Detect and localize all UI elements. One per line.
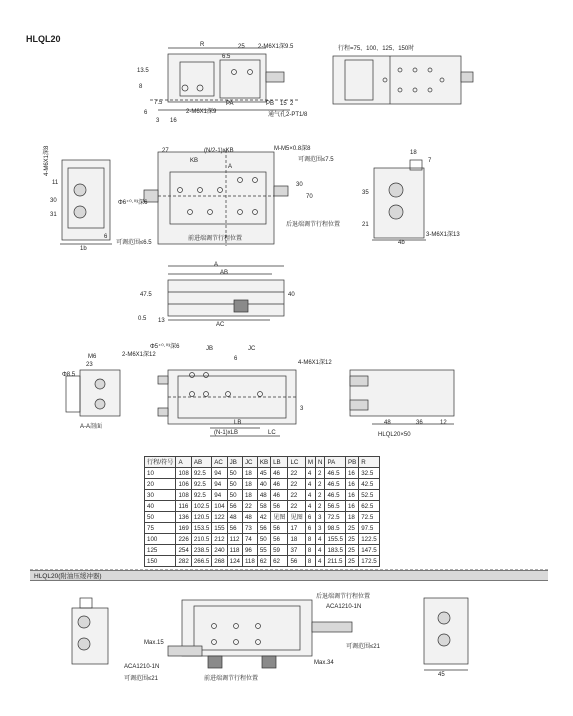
dim-pb: PB	[266, 101, 275, 107]
table-cell: 8	[305, 534, 315, 545]
table-cell: 4	[316, 545, 325, 556]
table-cell: 16	[345, 501, 358, 512]
table-cell: 22	[288, 501, 305, 512]
table-cell: 42	[257, 512, 270, 523]
table-cell: 46.5	[325, 468, 345, 479]
front-adjust-bumper: 前进端调节行程位置	[204, 676, 259, 682]
dim-4b: 4b	[398, 240, 405, 246]
table-cell: 72.5	[325, 512, 345, 523]
side-view-body	[168, 280, 284, 316]
dim-7-5: 7.5	[154, 100, 163, 106]
table-cell: 46	[271, 479, 288, 490]
table-cell: 48	[242, 512, 257, 523]
dim-8: 8	[139, 84, 143, 90]
table-cell: 18	[242, 490, 257, 501]
table-cell: 120.5	[191, 512, 211, 523]
thread-4m6: 4-M6X1深12	[298, 360, 332, 366]
thread-top: 2-M6X1深9.5	[258, 44, 294, 50]
dim-3-bottom: 3	[300, 406, 304, 412]
table-cell: 268	[212, 556, 227, 567]
table-cell: 45	[257, 468, 270, 479]
table-cell: 55	[257, 545, 270, 556]
dim-ac: AC	[216, 322, 225, 328]
table-cell: 104	[212, 501, 227, 512]
table-cell: 见图	[288, 512, 305, 523]
table-cell: 50	[257, 534, 270, 545]
table-cell: 94	[212, 468, 227, 479]
max-34: Max.34	[314, 660, 334, 666]
table-cell: 118	[242, 556, 257, 567]
model-label: HLQL20×50	[378, 432, 411, 438]
table-cell: 18	[242, 468, 257, 479]
table-cell: 254	[176, 545, 191, 556]
dim-nlb: (N-1)xLB	[214, 430, 239, 436]
table-cell: 18	[288, 534, 305, 545]
dim-40: 40	[288, 292, 295, 298]
adj-range-7-5: 可调范围≤7.5	[298, 157, 334, 163]
table-cell: 22	[288, 490, 305, 501]
dim-70: 70	[306, 194, 313, 200]
table-cell: 25	[345, 534, 358, 545]
thread-m5: M-M5×0.8深8	[274, 146, 311, 152]
table-cell: 150	[145, 556, 176, 567]
table-cell: 2	[316, 490, 325, 501]
table-cell: 46	[271, 490, 288, 501]
table-cell: 155	[212, 523, 227, 534]
dim-lb: LB	[234, 420, 242, 426]
table-row	[145, 468, 380, 479]
table-cell: 124	[227, 556, 242, 567]
table-cell: 56	[227, 523, 242, 534]
table-cell: 169	[176, 523, 191, 534]
table-row	[145, 556, 380, 567]
col-header: 行程/符号	[145, 457, 176, 468]
rear-adjust-note: 后退端调节行程位置	[286, 222, 341, 228]
table-cell: 22	[288, 468, 305, 479]
table-cell: 2	[316, 468, 325, 479]
table-cell: 75	[145, 523, 176, 534]
table-cell: 48	[227, 512, 242, 523]
adj-range-6-5: 可调范围≤6.5	[116, 240, 152, 246]
pin-phi5: Φ5⁺⁰·⁰³深6	[150, 344, 180, 350]
dim-8-5: Φ8.5	[62, 372, 76, 378]
col-header: JC	[242, 457, 257, 468]
table-row	[145, 501, 380, 512]
table-cell: 3	[316, 523, 325, 534]
bumper-end-view	[72, 608, 108, 664]
dim-jb: JB	[206, 346, 214, 352]
table-cell: 18	[345, 512, 358, 523]
table-cell: 56	[288, 556, 305, 567]
dim-16: 16	[170, 118, 177, 124]
dim-35: 35	[362, 190, 369, 196]
aca-top: ACA1210-1N	[326, 604, 362, 610]
bumper-right-view	[424, 598, 468, 664]
table-cell: 94	[212, 479, 227, 490]
page-title: HLQL20	[26, 34, 61, 44]
table-cell: 62	[257, 556, 270, 567]
col-header: M	[305, 457, 315, 468]
table-cell: 40	[145, 501, 176, 512]
col-header: PA	[325, 457, 345, 468]
table-cell: 72.5	[359, 512, 379, 523]
table-cell: 4	[316, 534, 325, 545]
table-cell: 40	[257, 479, 270, 490]
table-cell: 56	[271, 501, 288, 512]
col-header: N	[316, 457, 325, 468]
table-cell: 16	[345, 479, 358, 490]
table-cell: 52.5	[359, 490, 379, 501]
dim-11: 11	[52, 180, 59, 186]
table-cell: 8	[305, 556, 315, 567]
table-cell: 118	[227, 545, 242, 556]
table-cell: 74	[242, 534, 257, 545]
table-cell: 46.5	[325, 479, 345, 490]
dim-kb: KB	[190, 158, 199, 164]
rear-adjust-bumper: 后退端调节行程位置	[316, 594, 371, 600]
table-cell: 153.5	[191, 523, 211, 534]
dim-27: 27	[162, 148, 169, 154]
table-cell: 48	[257, 490, 270, 501]
table-cell: 106	[176, 479, 191, 490]
table-cell: 4	[316, 556, 325, 567]
section-aa: A-A剖面	[80, 424, 103, 430]
table-cell: 147.5	[359, 545, 379, 556]
section-bar	[30, 570, 548, 581]
table-cell: 102.5	[191, 501, 211, 512]
col-header: LB	[271, 457, 288, 468]
table-cell: 50	[227, 479, 242, 490]
table-cell: 25	[345, 523, 358, 534]
dim-30-plan: 30	[296, 182, 303, 188]
table-cell: 37	[288, 545, 305, 556]
table-cell: 96	[242, 545, 257, 556]
left-thread: 4-M6X1深8	[44, 145, 50, 176]
dim-6-bottom: 6	[234, 356, 238, 362]
table-cell: 22	[288, 479, 305, 490]
right-end-view	[374, 168, 424, 238]
table-cell: 97.5	[359, 523, 379, 534]
table-cell: 见图	[271, 512, 288, 523]
table-cell: 98.5	[325, 523, 345, 534]
pin-hole: Φ6⁺⁰·⁰³深6	[118, 200, 148, 206]
table-cell: 266.5	[191, 556, 211, 567]
table-cell: 73	[242, 523, 257, 534]
table-cell: 108	[176, 490, 191, 501]
table-cell: 18	[242, 479, 257, 490]
dim-15: 15	[280, 101, 287, 107]
table-cell: 94	[212, 490, 227, 501]
table-cell: 42.5	[359, 479, 379, 490]
aca-bottom: ACA1210-1N	[124, 664, 160, 670]
table-cell: 92.5	[191, 479, 211, 490]
table-cell: 122	[212, 512, 227, 523]
table-cell: 92.5	[191, 468, 211, 479]
table-cell: 92.5	[191, 490, 211, 501]
table-cell: 20	[145, 479, 176, 490]
bottom-view-body	[168, 370, 296, 424]
dim-13: 13	[158, 318, 165, 324]
table-cell: 62.5	[359, 501, 379, 512]
top-view-body	[168, 54, 266, 102]
table-cell: 6	[305, 512, 315, 523]
table-cell: 238.5	[191, 545, 211, 556]
dim-45: 45	[438, 672, 445, 678]
table-cell: 172.5	[359, 556, 379, 567]
dim-3: 3	[156, 118, 160, 124]
table-body	[145, 468, 380, 567]
table-cell: 183.5	[325, 545, 345, 556]
table-cell: 212	[212, 534, 227, 545]
dim-25: 25	[238, 44, 245, 50]
table-cell: 56	[257, 523, 270, 534]
dim-nkb: (N/2-1)xKB	[204, 148, 234, 154]
table-cell: 16	[345, 468, 358, 479]
col-header: JB	[227, 457, 242, 468]
spec-table	[144, 456, 380, 567]
dim-ab: AB	[220, 270, 229, 276]
col-header: LC	[288, 457, 305, 468]
table-cell: 59	[271, 545, 288, 556]
table-cell: 8	[305, 545, 315, 556]
table-row	[145, 490, 380, 501]
table-row	[145, 534, 380, 545]
col-header: AC	[212, 457, 227, 468]
dim-47-5: 47.5	[140, 292, 152, 298]
dim-18: 18	[410, 150, 417, 156]
dim-48: 48	[384, 420, 391, 426]
table-cell: 50	[227, 490, 242, 501]
range-21-right: 可调范围≤21	[346, 644, 380, 650]
dim-36: 36	[416, 420, 423, 426]
table-row	[145, 545, 380, 556]
dim-6-left: 6	[104, 234, 108, 240]
table-cell: 10	[145, 468, 176, 479]
table-cell: 116	[176, 501, 191, 512]
col-header: R	[359, 457, 379, 468]
dim-7: 7	[428, 158, 432, 164]
table-cell: 56	[271, 523, 288, 534]
dim-pa: PA	[226, 101, 234, 107]
table-cell: 211.5	[325, 556, 345, 567]
thread-end-right: 3-M6X1深13	[426, 232, 460, 238]
table-cell: 4	[305, 468, 315, 479]
dim-12: 12	[440, 420, 447, 426]
table-row	[145, 512, 380, 523]
table-cell: 4	[305, 501, 315, 512]
range-21-left: 可调范围≤21	[124, 676, 158, 682]
bumper-section-title: HLQL20(附油压缓冲器)	[34, 573, 102, 580]
table-cell: 32.5	[359, 468, 379, 479]
dim-jc: JC	[248, 346, 256, 352]
dim-21: 21	[362, 222, 369, 228]
table-cell: 2	[316, 479, 325, 490]
table-cell: 226	[176, 534, 191, 545]
dim-1b: 1b	[80, 246, 87, 252]
plan-view-body	[158, 152, 274, 244]
table-cell: 210.5	[191, 534, 211, 545]
table-cell: 2	[316, 501, 325, 512]
table-cell: 4	[305, 479, 315, 490]
dim-31: 31	[50, 212, 57, 218]
table-cell: 3	[316, 512, 325, 523]
table-cell: 56	[227, 501, 242, 512]
table-cell: 46	[271, 468, 288, 479]
dim-30: 30	[50, 198, 57, 204]
table-cell: 6	[305, 523, 315, 534]
dim-r: R	[200, 42, 205, 48]
max-15: Max.15	[144, 640, 164, 646]
col-header: KB	[257, 457, 270, 468]
table-cell: 240	[212, 545, 227, 556]
col-header: A	[176, 457, 191, 468]
table-cell: 46.5	[325, 490, 345, 501]
table-cell: 50	[227, 468, 242, 479]
table-cell: 136	[176, 512, 191, 523]
thread-bottom: 2-M6X1深9	[186, 109, 217, 115]
table-cell: 100	[145, 534, 176, 545]
dim-23: 23	[86, 362, 93, 368]
thread-m6x1: 2-M6X1深12	[122, 352, 156, 358]
stroke-note: 行程=75、100、125、150时	[338, 46, 415, 52]
table-cell: 155.5	[325, 534, 345, 545]
table-cell: 30	[145, 490, 176, 501]
top-right-view-body	[333, 56, 461, 104]
dim-6: 6	[144, 110, 148, 116]
front-adjust-note: 前进端调节行程位置	[188, 236, 243, 242]
table-cell: 122.5	[359, 534, 379, 545]
table-cell: 56.5	[325, 501, 345, 512]
table-cell: 58	[257, 501, 270, 512]
table-cell: 50	[145, 512, 176, 523]
table-cell: 112	[227, 534, 242, 545]
col-header: AB	[191, 457, 211, 468]
table-row	[145, 479, 380, 490]
dim-2: 2	[290, 101, 294, 107]
table-cell: 62	[271, 556, 288, 567]
section-mark-a: A	[228, 164, 233, 170]
col-header: PB	[345, 457, 358, 468]
table-header-row	[145, 457, 380, 468]
table-cell: 25	[345, 545, 358, 556]
table-cell: 56	[271, 534, 288, 545]
dim-m6: M6	[88, 354, 97, 360]
table-cell: 4	[305, 490, 315, 501]
table-cell: 22	[242, 501, 257, 512]
table-cell: 125	[145, 545, 176, 556]
port-note: 通气孔2-PT1/8	[268, 112, 308, 118]
table-cell: 17	[288, 523, 305, 534]
dim-a: A	[214, 262, 219, 268]
dim-0-5: 0.5	[138, 316, 147, 322]
dim-13-5: 13.5	[137, 68, 149, 74]
table-row	[145, 523, 380, 534]
table-cell: 25	[345, 556, 358, 567]
table-cell: 108	[176, 468, 191, 479]
table-cell: 282	[176, 556, 191, 567]
dim-lc: LC	[268, 430, 276, 436]
table-cell: 16	[345, 490, 358, 501]
dim-6-5: 6.5	[222, 54, 231, 60]
